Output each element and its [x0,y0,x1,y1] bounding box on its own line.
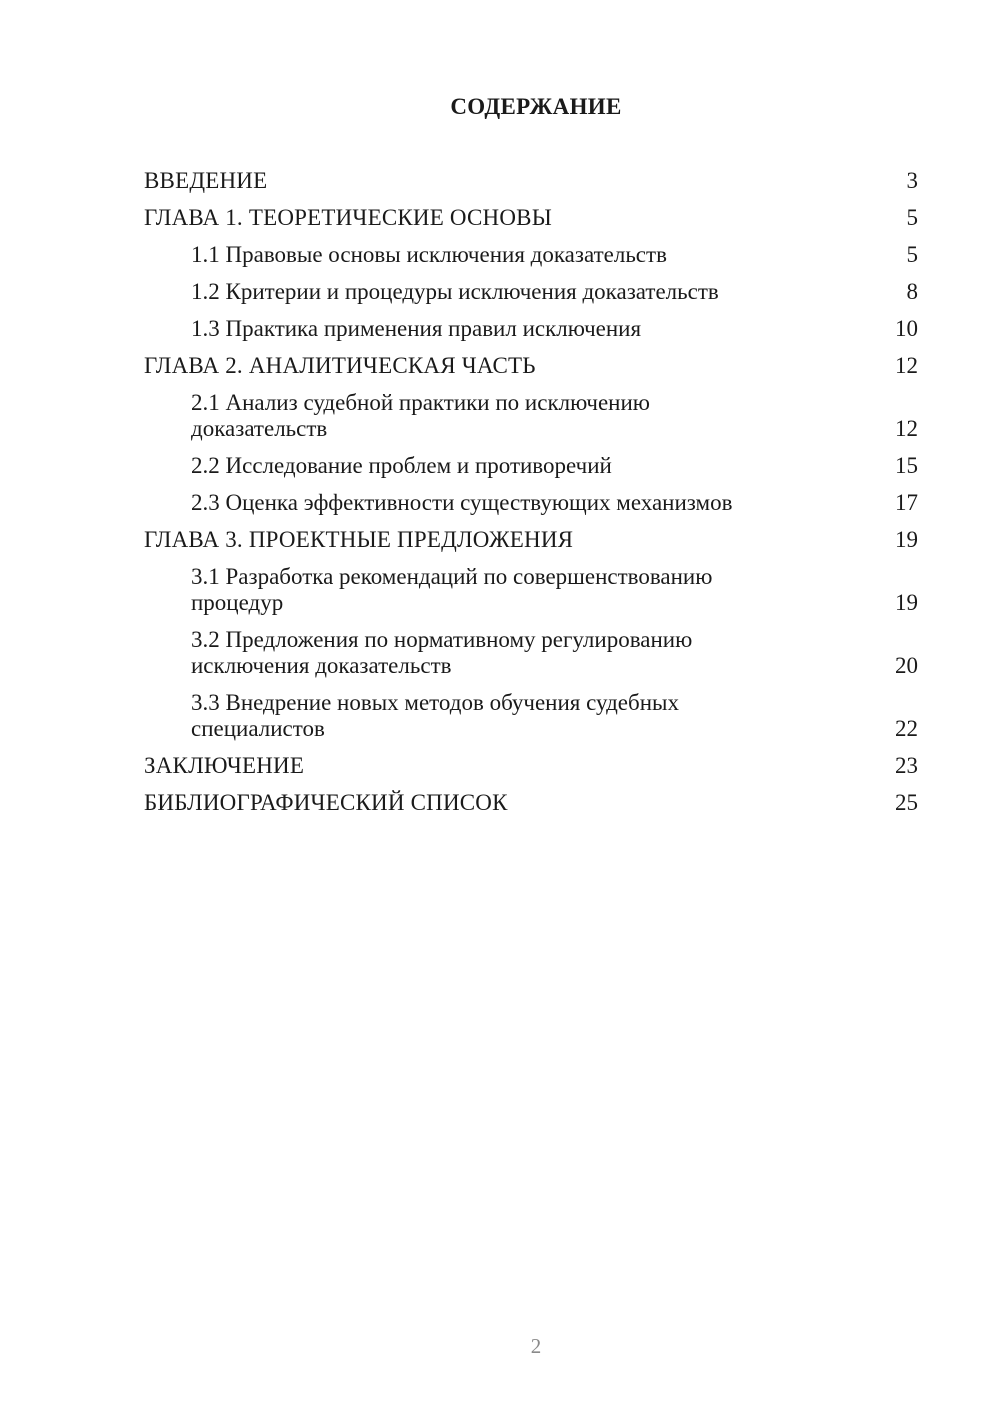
toc-entry-label: 3.3 Внедрение новых методов обучения судебных специалистов [191,690,679,741]
toc-entry-page: 10 [895,316,918,341]
toc-entry-label: ГЛАВА 1. ТЕОРЕТИЧЕСКИЕ ОСНОВЫ [144,205,552,230]
toc-entry-label: 3.2 Предложения по нормативному регулированию исключения доказательств [191,627,693,678]
toc-entry-section-1-2[interactable] [144,279,918,305]
toc-entry-section-2-2[interactable] [144,453,918,479]
toc-entry-section-1-1[interactable] [144,242,918,268]
toc-entry-section-1-3[interactable] [144,316,918,342]
toc-entry-label: 1.1 Правовые основы исключения доказательств [191,242,667,267]
toc-entry-page: 5 [906,242,918,267]
toc-entry-chapter-3[interactable] [144,527,918,553]
toc-entry-label: 1.2 Критерии и процедуры исключения доказательств [191,279,719,304]
toc-entry-label: 2.1 Анализ судебной практики по исключению доказательств [191,390,650,441]
toc-entry-chapter-2[interactable] [144,353,918,379]
toc-entry-page: 8 [906,279,918,304]
toc-entry-label: 3.1 Разработка рекомендаций по совершенствованию процедур [191,564,713,615]
toc-entry-page: 12 [895,416,918,441]
toc-entry-label: ГЛАВА 2. АНАЛИТИЧЕСКАЯ ЧАСТЬ [144,353,536,378]
toc-entry-page: 12 [895,353,918,378]
toc-entry-label: ВВЕДЕНИЕ [144,168,268,193]
toc-entry-conclusion[interactable] [144,753,918,779]
toc-entry-page: 19 [895,527,918,552]
toc-entry-page: 17 [895,490,918,515]
toc-entry-page: 3 [906,168,918,193]
toc-entry-label: 2.3 Оценка эффективности существующих механизмов [191,490,733,515]
table-of-contents [144,168,918,827]
toc-entry-chapter-1[interactable] [144,205,918,231]
toc-entry-section-3-1[interactable] [144,564,918,616]
toc-entry-page: 15 [895,453,918,478]
toc-entry-bibliography[interactable] [144,790,918,816]
toc-entry-label: ЗАКЛЮЧЕНИЕ [144,753,305,778]
toc-entry-label: 2.2 Исследование проблем и противоречий [191,453,612,478]
page-number: 2 [530,1334,542,1358]
toc-entry-section-3-2[interactable] [144,627,918,679]
toc-entry-label: ГЛАВА 3. ПРОЕКТНЫЕ ПРЕДЛОЖЕНИЯ [144,527,574,552]
page-title: СОДЕРЖАНИЕ [450,94,622,119]
toc-entry-page: 20 [895,653,918,678]
toc-entry-section-3-3[interactable] [144,690,918,742]
toc-entry-page: 19 [895,590,918,615]
toc-entry-introduction[interactable] [144,168,918,194]
toc-entry-page: 25 [895,790,918,815]
toc-entry-page: 23 [895,753,918,778]
toc-entry-label: 1.3 Практика применения правил исключения [191,316,642,341]
toc-entry-page: 5 [906,205,918,230]
toc-entry-section-2-1[interactable] [144,390,918,442]
toc-entry-section-2-3[interactable] [144,490,918,516]
toc-entry-label: БИБЛИОГРАФИЧЕСКИЙ СПИСОК [144,790,508,815]
toc-entry-page: 22 [895,716,918,741]
